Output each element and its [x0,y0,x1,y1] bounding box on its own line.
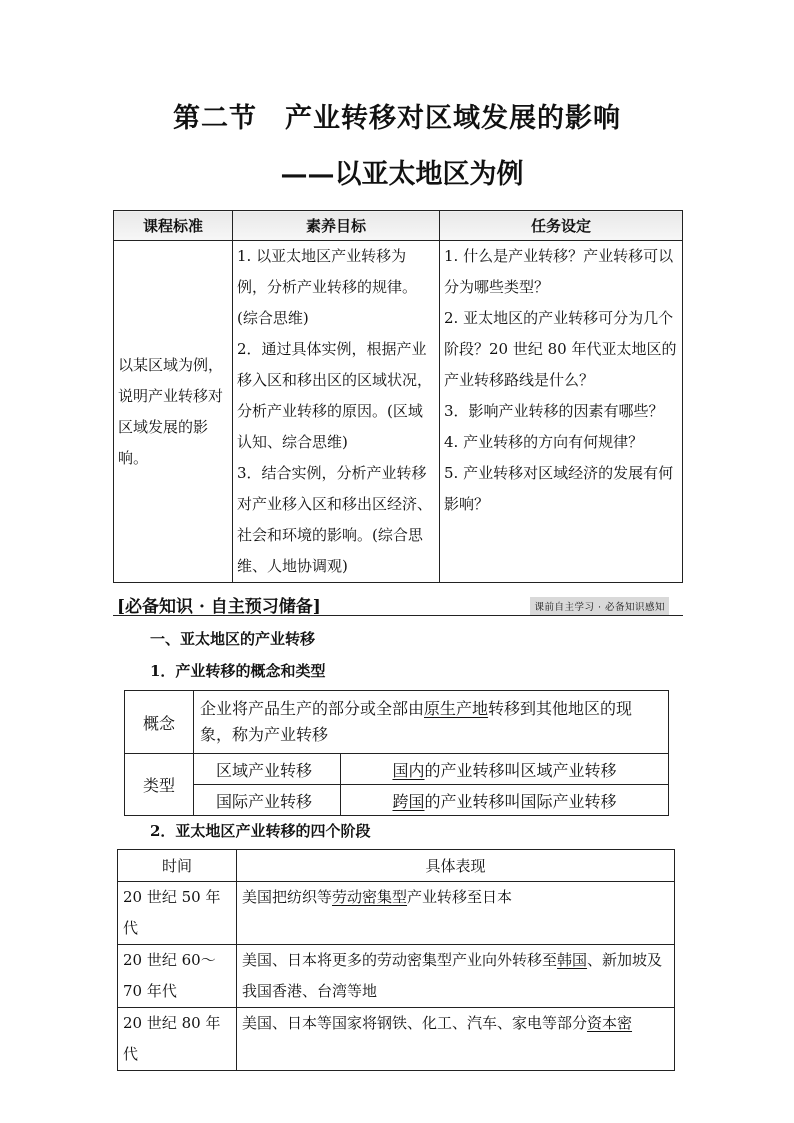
task-item: 4. 产业转移的方向有何规律？ [444,433,644,451]
standards-table [113,210,683,583]
task-item: 1. 什么是产业转移？产业转移可以分为哪些类型？ [444,247,674,296]
type-name: 区域产业转移 [194,754,341,785]
goals-cell [233,241,440,583]
goal-item: 3．结合实例，分析产业转移对产业移入区和移出区经济、社会和环境的影响。(综合思维、人地协调观) [237,464,433,575]
concept-label: 概念 [125,691,194,754]
header-curriculum: 课程标准 [114,211,233,241]
tasks-cell [440,241,683,583]
curriculum-cell: 以某区域为例，说明产业转移对区域发展的影响。 [114,241,233,583]
concept-text: 企业将产品生产的部分或全部由原生产地转移到其他地区的现象，称为产业转移 [194,691,669,754]
section-label: [必备知识 · 自主预习储备] [117,597,321,617]
heading-2: 1．产业转移的概念和类型 [150,662,326,680]
header-time: 时间 [118,850,237,882]
header-goals: 素养目标 [233,211,440,241]
header-detail: 具体表现 [237,850,675,882]
concept-table [124,690,669,816]
type-desc: 国内的产业转移叫区域产业转移 [341,754,669,785]
stage-detail: 美国、日本等国家将钢铁、化工、汽车、家电等部分资本密 [237,1008,675,1071]
type-desc: 跨国的产业转移叫国际产业转移 [341,785,669,816]
stage-time: 20 世纪 80 年代 [118,1008,237,1071]
task-item: 5. 产业转移对区域经济的发展有何影响？ [444,464,674,513]
stage-time: 20 世纪 50 年代 [118,882,237,945]
type-label: 类型 [125,754,194,816]
stage-detail: 美国把纺织等劳动密集型产业转移至日本 [237,882,675,945]
section-bar [113,590,683,616]
stages-table [117,849,675,1071]
heading-3: 2．亚太地区产业转移的四个阶段 [150,822,371,840]
type-name: 国际产业转移 [194,785,341,816]
section-divider [113,615,683,616]
section-tag: 课前自主学习 · 必备知识感知 [530,597,669,615]
task-item: 2. 亚太地区的产业转移可分为几个阶段？20 世纪 80 年代亚太地区的产业转移路线是什么？ [444,309,677,389]
stage-time: 20 世纪 60～70 年代 [118,945,237,1008]
page-subtitle: ——以亚太地区为例 [280,159,524,190]
goal-item: 2．通过具体实例，根据产业移入区和移出区的区域状况，分析产业转移的原因。(区域认知、综合思维) [237,340,433,451]
header-tasks: 任务设定 [440,211,683,241]
goal-item: 1. 以亚太地区产业转移为例，分析产业转移的规律。(综合思维) [237,247,418,327]
task-item: 3．影响产业转移的因素有哪些？ [444,402,664,420]
stage-detail: 美国、日本将更多的劳动密集型产业向外转移至韩国、新加坡及我国香港、台湾等地 [237,945,675,1008]
page-title: 第二节 产业转移对区域发展的影响 [173,103,621,134]
heading-1: 一、亚太地区的产业转移 [150,630,316,648]
